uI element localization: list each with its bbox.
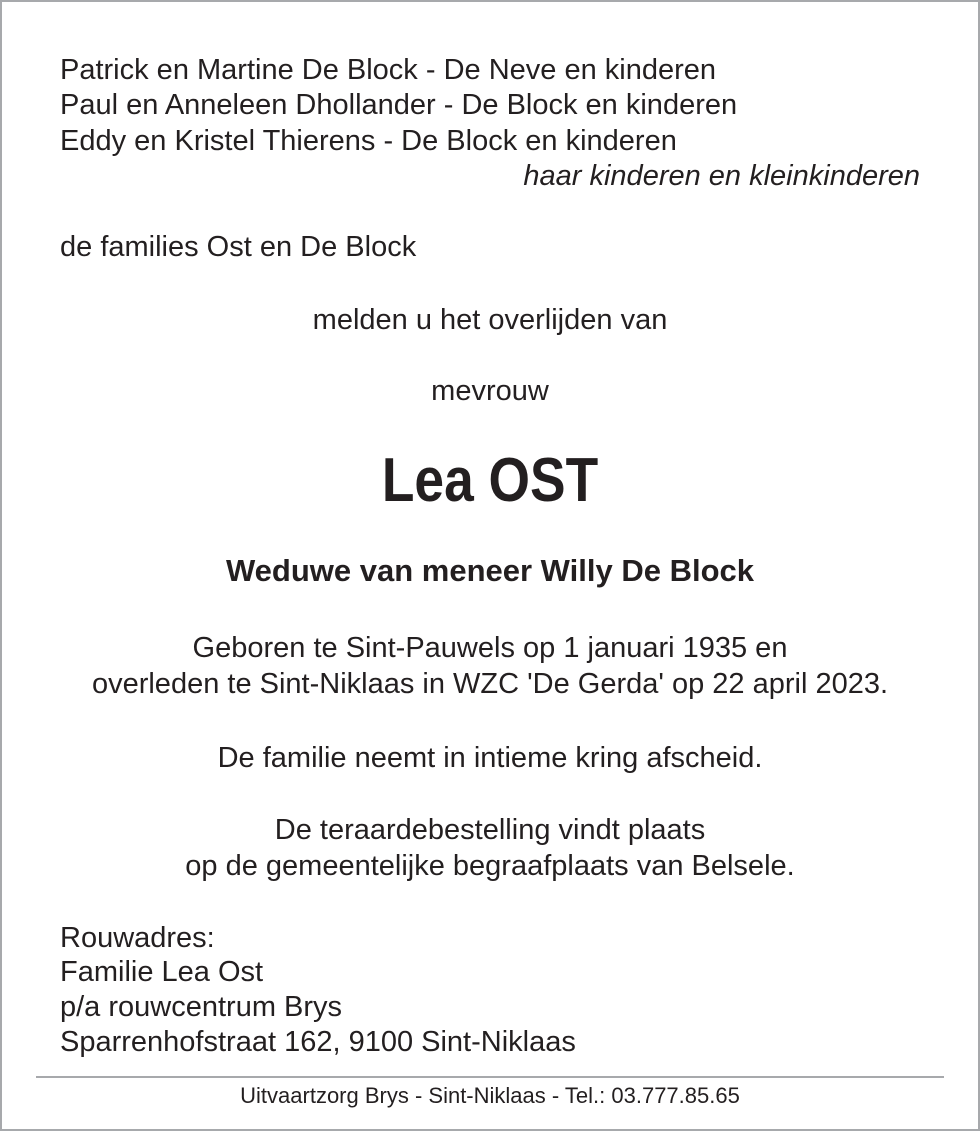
address-line-1: Familie Lea Ost <box>60 956 264 988</box>
address-line-2: p/a rouwcentrum Brys <box>60 991 343 1023</box>
deceased-name: Lea OST <box>381 446 599 515</box>
family-line-1: Patrick en Martine De Block - De Neve en kinderen <box>60 54 717 86</box>
widow-of-line: Weduwe van meneer Willy De Block <box>225 553 755 588</box>
death-line: overleden te Sint-Niklaas in WZC 'De Gerda' op 22 april 2023. <box>91 668 889 700</box>
families-line: de families Ost en De Block <box>60 231 417 263</box>
address-line-3: Sparrenhofstraat 162, 9100 Sint-Niklaas <box>60 1026 576 1058</box>
footer-divider <box>36 1076 944 1078</box>
family-line-2: Paul en Anneleen Dhollander - De Block en kinderen <box>60 89 738 121</box>
birth-line: Geboren te Sint-Pauwels op 1 januari 1935 en <box>192 632 788 664</box>
farewell-line: De familie neemt in intieme kring afscheid. <box>217 742 763 774</box>
announce-line: melden u het overlijden van <box>312 304 668 336</box>
address-label: Rouwadres: <box>60 922 215 954</box>
family-line-3: Eddy en Kristel Thierens - De Block en kinderen <box>60 125 677 157</box>
burial-line-1: De teraardebestelling vindt plaats <box>274 814 706 846</box>
footer-text: Uitvaartzorg Brys - Sint-Niklaas - Tel.: 03.777.85.65 <box>240 1083 740 1108</box>
burial-line-2: op de gemeentelijke begraafplaats van Belsele. <box>185 850 795 882</box>
family-caption: haar kinderen en kleinkinderen <box>523 160 920 192</box>
salutation: mevrouw <box>431 375 549 407</box>
